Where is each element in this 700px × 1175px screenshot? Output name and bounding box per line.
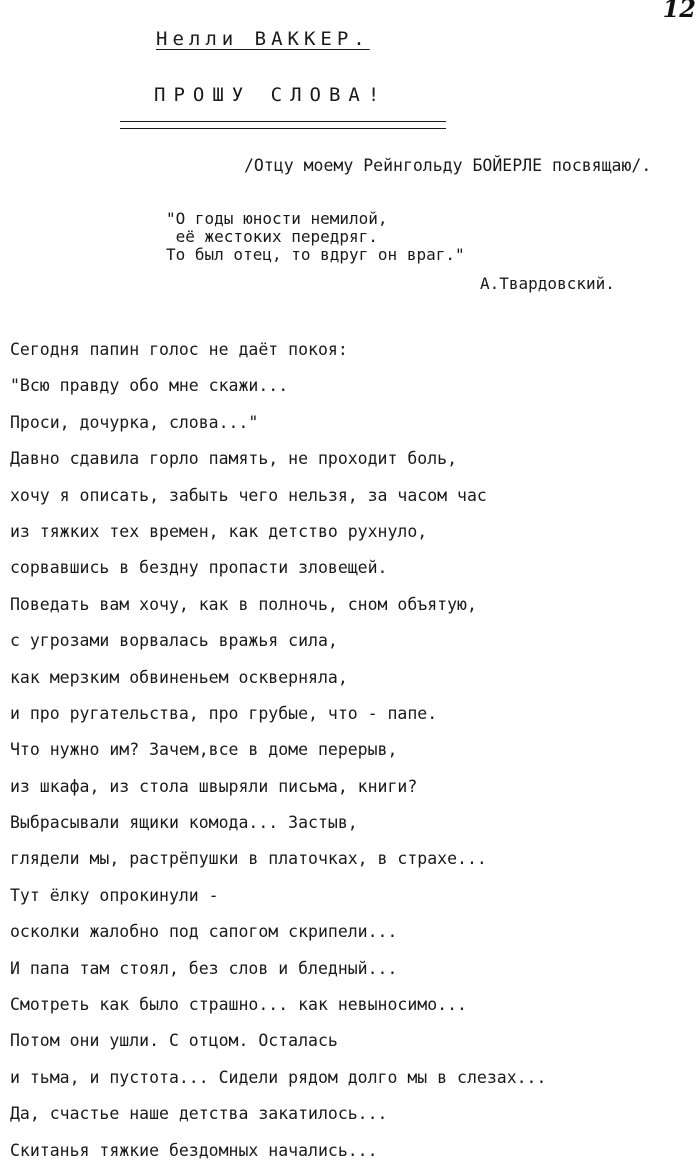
poem-line: глядели мы, растрёпушки в платочках, в страхе... — [10, 849, 487, 869]
epigraph-line: "О годы юности немилой, — [166, 209, 388, 228]
poem-line: Сегодня папин голос не даёт покоя: — [10, 340, 348, 359]
title-underline-bottom — [120, 128, 446, 129]
poem-line: с угрозами ворвалась вражья сила, — [10, 631, 338, 651]
poem-line: Скитанья тяжкие бездомных начались... — [10, 1140, 378, 1160]
poem-line: Поведать вам хочу, как в полночь, сном объятую, — [10, 594, 477, 614]
poem-line: из тяжких тех времен, как детство рухнуло, — [10, 521, 428, 541]
poem-line: Проси, дочурка, слова..." — [10, 412, 259, 432]
poem-line: Смотреть как было страшно... как невыносимо... — [10, 995, 467, 1015]
poem-line: осколки жалобно под сапогом скрипели... — [10, 922, 398, 942]
poem-line: Что нужно им? Зачем,все в доме перерыв, — [10, 740, 398, 760]
poem-title: ПРОШУ СЛОВА! — [154, 84, 388, 106]
poem-line: "Всю правду обо мне скажи... — [10, 376, 289, 396]
poem-line: И папа там стоял, без слов и бледный... — [10, 958, 398, 978]
poem-line: как мерзким обвиненьем оскверняла, — [10, 667, 348, 687]
epigraph — [166, 210, 465, 264]
poem-line: сорвавшись в бездну пропасти зловещей. — [10, 558, 388, 578]
dedication: /Отцу моему Рейнгольду БОЙЕРЛЕ посвящаю/. — [244, 156, 652, 175]
poem-line: Потом они ушли. С отцом. Осталась — [10, 1031, 338, 1051]
page-number: 12 — [662, 0, 696, 23]
poem-line: Да, счастье наше детства закатилось... — [10, 1104, 388, 1124]
poem-line: и про ругательства, про грубые, что - папе. — [10, 703, 438, 723]
poem-line: хочу я описать, забыть чего нельзя, за часом час — [10, 485, 487, 505]
author-name: Нелли ВАККЕР. — [156, 28, 370, 50]
title-underline-top — [120, 121, 446, 122]
poem-line: и тьма, и пустота... Сидели рядом долго мы в слезах... — [10, 1067, 547, 1087]
poem-line: Тут ёлку опрокинули - — [10, 885, 219, 905]
poem-line: из шкафа, из стола швыряли письма, книги? — [10, 776, 418, 796]
poem-line: Давно сдавила горло память, не проходит боль, — [10, 449, 458, 469]
poem-line: Выбрасывали ящики комода... Застыв, — [10, 813, 358, 833]
poem-body — [10, 338, 546, 1175]
epigraph-line: То был отец, то вдруг он враг." — [166, 245, 465, 264]
epigraph-author: А.Твардовский. — [480, 274, 615, 293]
epigraph-line: её жестоких передряг. — [166, 227, 378, 246]
